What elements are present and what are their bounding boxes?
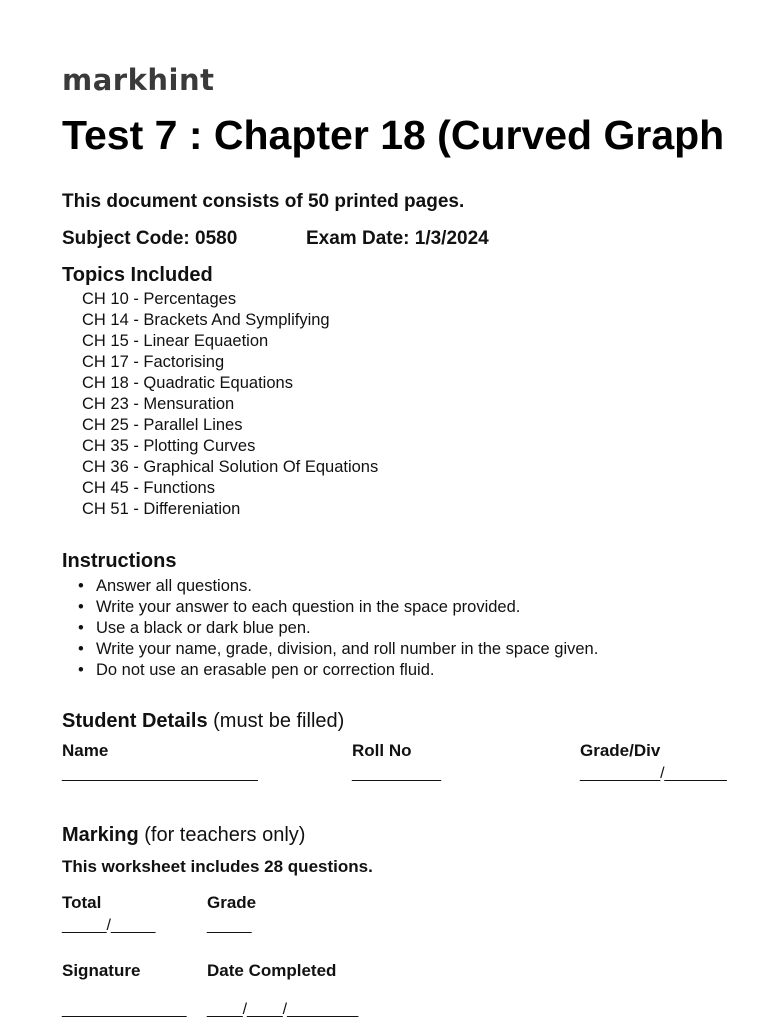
roll-no-blank: __________ <box>352 765 441 782</box>
subject-code: Subject Code: 0580 <box>62 228 238 249</box>
student-details-title: Student Details <box>62 710 208 732</box>
markhint-logo: markhint <box>62 63 215 97</box>
student-details-heading <box>62 710 344 733</box>
name-field <box>62 741 258 783</box>
exam-date: Exam Date: 1/3/2024 <box>306 228 489 249</box>
instructions-heading: Instructions <box>62 550 177 572</box>
subject-code-line <box>62 228 489 250</box>
worksheet-page <box>62 0 768 1024</box>
instruction-item: • Answer all questions. <box>78 576 598 597</box>
page-count-text: This document consists of 50 printed pages. <box>62 191 465 212</box>
total-field <box>62 893 155 935</box>
signature-label: Signature <box>62 961 141 980</box>
grade-div-blank: _________/_______ <box>580 765 727 782</box>
topic-item: CH 18 - Quadratic Equations <box>82 374 293 392</box>
topic-item: CH 10 - Percentages <box>82 290 237 308</box>
grade-label: Grade <box>207 893 257 912</box>
instructions-list <box>78 576 598 681</box>
question-count-note: This worksheet includes 28 questions. <box>62 857 373 876</box>
roll-no-label: Roll No <box>352 741 412 760</box>
total-blank: _____/_____ <box>62 917 156 934</box>
marking-subtitle: (for teachers only) <box>144 824 306 846</box>
instruction-item: • Write your name, grade, division, and roll number in the space given. <box>78 639 598 660</box>
topics-heading: Topics Included <box>62 264 213 286</box>
date-completed-field <box>207 961 358 1019</box>
name-blank: ______________________ <box>62 765 258 782</box>
topic-item: CH 14 - Brackets And Symplifying <box>82 311 330 329</box>
student-details-subtitle: (must be filled) <box>213 710 345 732</box>
topics-list <box>82 289 378 520</box>
roll-no-field <box>352 741 441 783</box>
signature-field <box>62 961 187 1019</box>
topic-item: CH 35 - Plotting Curves <box>82 437 256 455</box>
marking-title: Marking <box>62 824 139 846</box>
topic-item: CH 36 - Graphical Solution Of Equations <box>82 458 379 476</box>
topic-item: CH 15 - Linear Equaetion <box>82 332 269 350</box>
topic-item: CH 23 - Mensuration <box>82 395 235 413</box>
grade-div-label: Grade/Div <box>580 741 661 760</box>
topic-item: CH 25 - Parallel Lines <box>82 416 243 434</box>
instruction-item: • Use a black or dark blue pen. <box>78 618 598 639</box>
total-label: Total <box>62 893 102 912</box>
topic-item: CH 51 - Differeniation <box>82 500 241 518</box>
topic-item: CH 45 - Functions <box>82 479 215 497</box>
date-completed-label: Date Completed <box>207 961 337 980</box>
instruction-item: • Do not use an erasable pen or correction fluid. <box>78 660 598 681</box>
signature-blank: ______________ <box>62 1001 187 1018</box>
instruction-item: • Write your answer to each question in the space provided. <box>78 597 598 618</box>
page-title: Test 7 : Chapter 18 (Curved Graph <box>62 112 725 158</box>
topic-item: CH 17 - Factorising <box>82 353 225 371</box>
date-completed-blank: ____/____/________ <box>207 1001 359 1018</box>
grade-blank: _____ <box>207 917 252 934</box>
marking-heading <box>62 824 305 847</box>
grade-div-field <box>580 741 727 783</box>
name-label: Name <box>62 741 109 760</box>
grade-field <box>207 893 256 935</box>
